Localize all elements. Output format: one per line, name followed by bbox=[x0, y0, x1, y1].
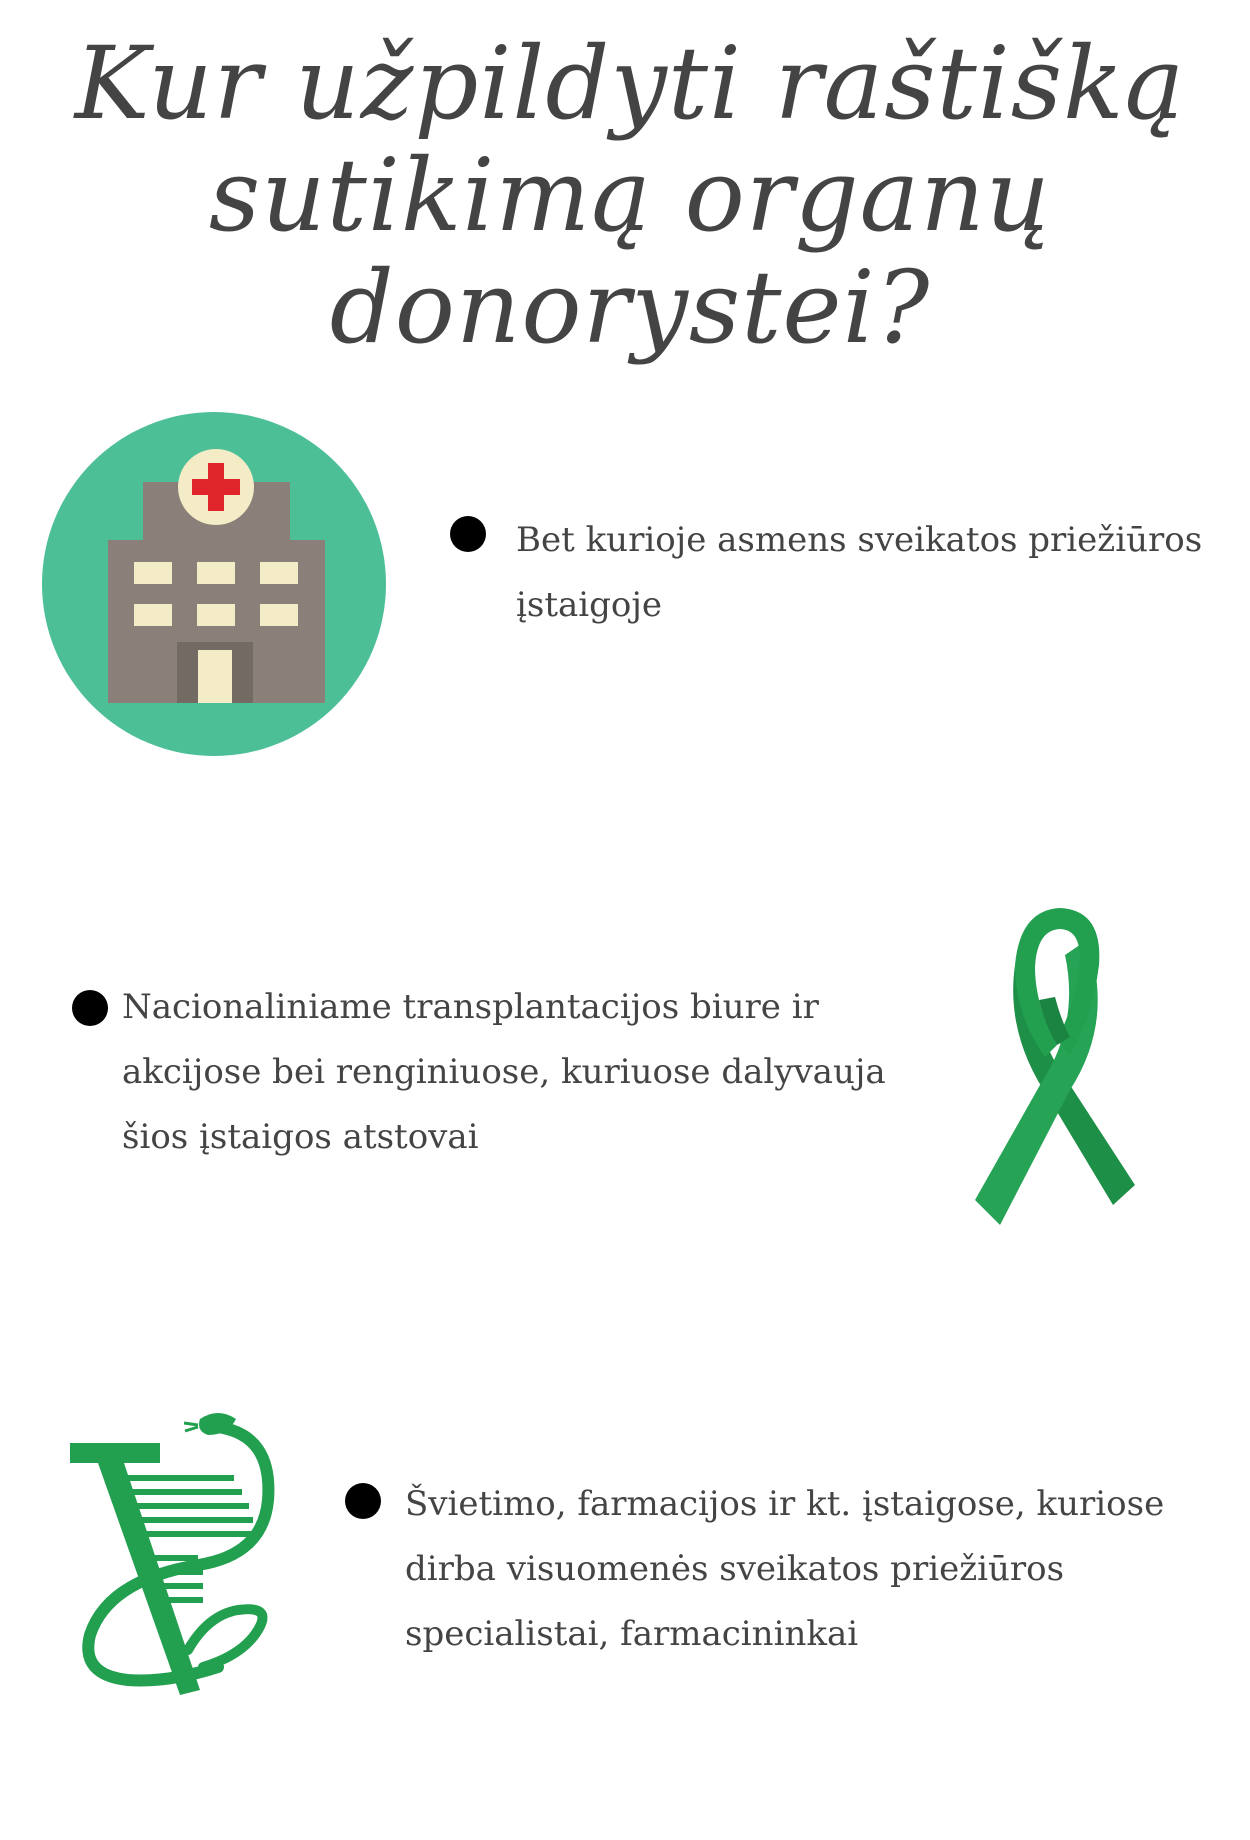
list-item-text: Švietimo, farmacijos ir kt. įstaigose, kuriose dirba visuomenės sveikatos priežiūros specialistai, farmacininkai bbox=[405, 1484, 1165, 1654]
list-item-text: Bet kurioje asmens sveikatos priežiūros įstaigoje bbox=[516, 520, 1203, 625]
list-item bbox=[72, 975, 952, 1175]
bullet-dot bbox=[345, 1483, 381, 1519]
pharmacy-snake-icon bbox=[68, 1405, 293, 1700]
green-ribbon-icon bbox=[975, 905, 1150, 1225]
hospital-icon bbox=[42, 412, 387, 757]
list-item bbox=[345, 1472, 1225, 1672]
list-item-text: Nacionaliniame transplantacijos biure ir akcijose bei renginiuose, kuriuose dalyvauja šios įstaigos atstovai bbox=[122, 987, 886, 1157]
page-title: Kur užpildyti raštišką sutikimą organų donorystei? bbox=[74, 25, 1186, 366]
list-item bbox=[450, 508, 1230, 648]
bullet-dot bbox=[72, 990, 108, 1026]
bullet-dot bbox=[450, 516, 486, 552]
